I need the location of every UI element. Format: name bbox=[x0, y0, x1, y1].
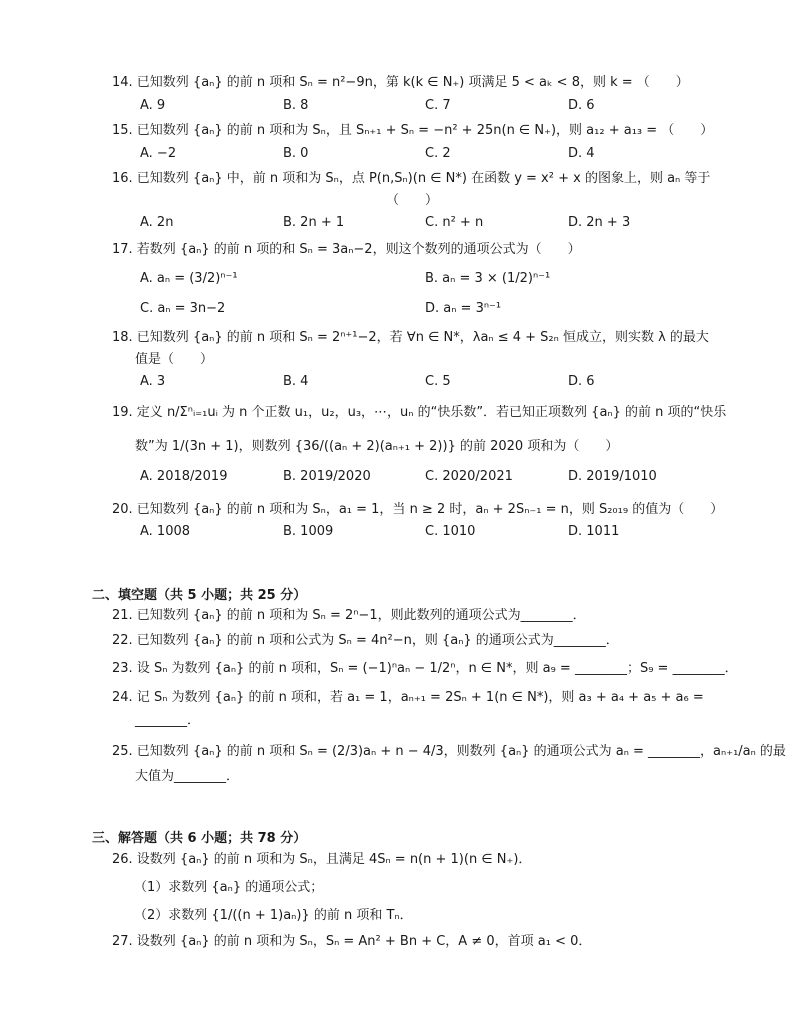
question-14-stem: 14. 已知数列 {aₙ} 的前 n 项和 Sₙ = n²−9n，第 k(k ∈ N₊) 项满足 5 < aₖ < 8，则 k = （ ） bbox=[112, 75, 689, 90]
question-18-option-a: A. 3 bbox=[140, 374, 166, 389]
question-26: 26. 设数列 {aₙ} 的前 n 项和为 Sₙ，且满足 4Sₙ = n(n + 1)(n ∈ N₊)． bbox=[112, 852, 532, 867]
question-25: 25. 已知数列 {aₙ} 的前 n 项和 Sₙ = (2/3)aₙ + n − 4/3，则数列 {aₙ} 的通项公式为 aₙ = ________，aₙ₊₁/aₙ 的最 bbox=[112, 744, 786, 759]
question-18-option-b: B. 4 bbox=[283, 374, 309, 389]
question-23: 23. 设 Sₙ 为数列 {aₙ} 的前 n 项和，Sₙ = (−1)ⁿaₙ − 1/2ⁿ，n ∈ N*，则 a₉ = ________；S₉ = ________． bbox=[112, 661, 738, 676]
question-19-option-b: B. 2019/2020 bbox=[283, 469, 371, 484]
question-14-option-b: B. 8 bbox=[283, 98, 309, 113]
question-15-option-a: A. −2 bbox=[140, 146, 177, 161]
question-14-option-a: A. 9 bbox=[140, 98, 166, 113]
question-25-line2: 大值为________． bbox=[135, 769, 240, 784]
question-16-option-b: B. 2n + 1 bbox=[283, 215, 345, 230]
question-22: 22. 已知数列 {aₙ} 的前 n 项和公式为 Sₙ = 4n²−n，则 {aₙ} 的通项公式为________． bbox=[112, 633, 619, 648]
question-17-stem: 17. 若数列 {aₙ} 的前 n 项的和 Sₙ = 3aₙ−2，则这个数列的通项公式为（ ） bbox=[112, 242, 581, 257]
question-27: 27. 设数列 {aₙ} 的前 n 项和为 Sₙ，Sₙ = An² + Bn + C，A ≠ 0，首项 a₁ < 0． bbox=[112, 934, 592, 949]
question-18-stem-line2: 值是（ ） bbox=[135, 352, 214, 367]
question-19-stem: 19. 定义 n/Σⁿᵢ₌₁uᵢ 为 n 个正数 u₁，u₂，u₃，⋯，uₙ 的“快乐数”．若已知正项数列 {aₙ} 的前 n 项的“快乐 bbox=[112, 405, 727, 420]
question-16-option-c: C. n² + n bbox=[425, 215, 484, 230]
question-16-option-d: D. 2n + 3 bbox=[568, 215, 631, 230]
question-18-option-c: C. 5 bbox=[425, 374, 451, 389]
question-24: 24. 记 Sₙ 为数列 {aₙ} 的前 n 项和，若 a₁ = 1，aₙ₊₁ = 2Sₙ + 1(n ∈ N*)，则 a₃ + a₄ + a₅ + a₆ = bbox=[112, 690, 704, 705]
question-26-part-2: （2）求数列 {1/((n + 1)aₙ)} 的前 n 项和 Tₙ． bbox=[134, 908, 413, 923]
question-15-option-d: D. 4 bbox=[568, 146, 595, 161]
question-14-option-d: D. 6 bbox=[568, 98, 595, 113]
question-26-part-1: （1）求数列 {aₙ} 的通项公式； bbox=[134, 880, 324, 895]
question-19-option-a: A. 2018/2019 bbox=[140, 469, 228, 484]
question-15-stem: 15. 已知数列 {aₙ} 的前 n 项和为 Sₙ，且 Sₙ₊₁ + Sₙ = −n² + 25n(n ∈ N₊)，则 a₁₂ + a₁₃ = （ ） bbox=[112, 123, 714, 138]
question-21: 21. 已知数列 {aₙ} 的前 n 项和为 Sₙ = 2ⁿ−1，则此数列的通项公式为________． bbox=[112, 608, 586, 623]
question-20-option-d: D. 1011 bbox=[568, 524, 620, 539]
question-16-stem: 16. 已知数列 {aₙ} 中，前 n 项和为 Sₙ，点 P(n,Sₙ)(n ∈ N*) 在函数 y = x² + x 的图象上，则 aₙ 等于 bbox=[112, 171, 711, 186]
question-20-stem: 20. 已知数列 {aₙ} 的前 n 项和为 Sₙ，a₁ = 1，当 n ≥ 2 时，aₙ + 2Sₙ₋₁ = n，则 S₂₀₁₉ 的值为（ ） bbox=[112, 502, 724, 517]
question-20-option-b: B. 1009 bbox=[283, 524, 334, 539]
question-16-option-a: A. 2n bbox=[140, 215, 174, 230]
section-fill-in-title: 二、填空题（共 5 小题；共 25 分） bbox=[92, 588, 307, 603]
question-17-option-b: B. aₙ = 3 × (1/2)ⁿ⁻¹ bbox=[425, 271, 551, 286]
question-16-stem-line2: （ ） bbox=[386, 193, 439, 208]
question-18-option-d: D. 6 bbox=[568, 374, 595, 389]
question-24-line2: ________． bbox=[135, 713, 201, 728]
question-19-stem-line2: 数”为 1/(3n + 1)，则数列 {36/((aₙ + 2)(aₙ₊₁ + 2))} 的前 2020 项和为（ ） bbox=[135, 439, 619, 454]
question-15-option-b: B. 0 bbox=[283, 146, 309, 161]
question-19-option-d: D. 2019/1010 bbox=[568, 469, 657, 484]
question-19-option-c: C. 2020/2021 bbox=[425, 469, 513, 484]
question-14-option-c: C. 7 bbox=[425, 98, 451, 113]
question-17-option-a: A. aₙ = (3/2)ⁿ⁻¹ bbox=[140, 271, 238, 286]
section-solve-title: 三、解答题（共 6 小题；共 78 分） bbox=[92, 831, 307, 846]
question-18-stem: 18. 已知数列 {aₙ} 的前 n 项和 Sₙ = 2ⁿ⁺¹−2，若 ∀n ∈ N*，λaₙ ≤ 4 + S₂ₙ 恒成立，则实数 λ 的最大 bbox=[112, 330, 709, 345]
question-20-option-a: A. 1008 bbox=[140, 524, 191, 539]
question-17-option-d: D. aₙ = 3ⁿ⁻¹ bbox=[425, 301, 502, 316]
question-17-option-c: C. aₙ = 3n−2 bbox=[140, 301, 226, 316]
question-20-option-c: C. 1010 bbox=[425, 524, 476, 539]
question-15-option-c: C. 2 bbox=[425, 146, 451, 161]
